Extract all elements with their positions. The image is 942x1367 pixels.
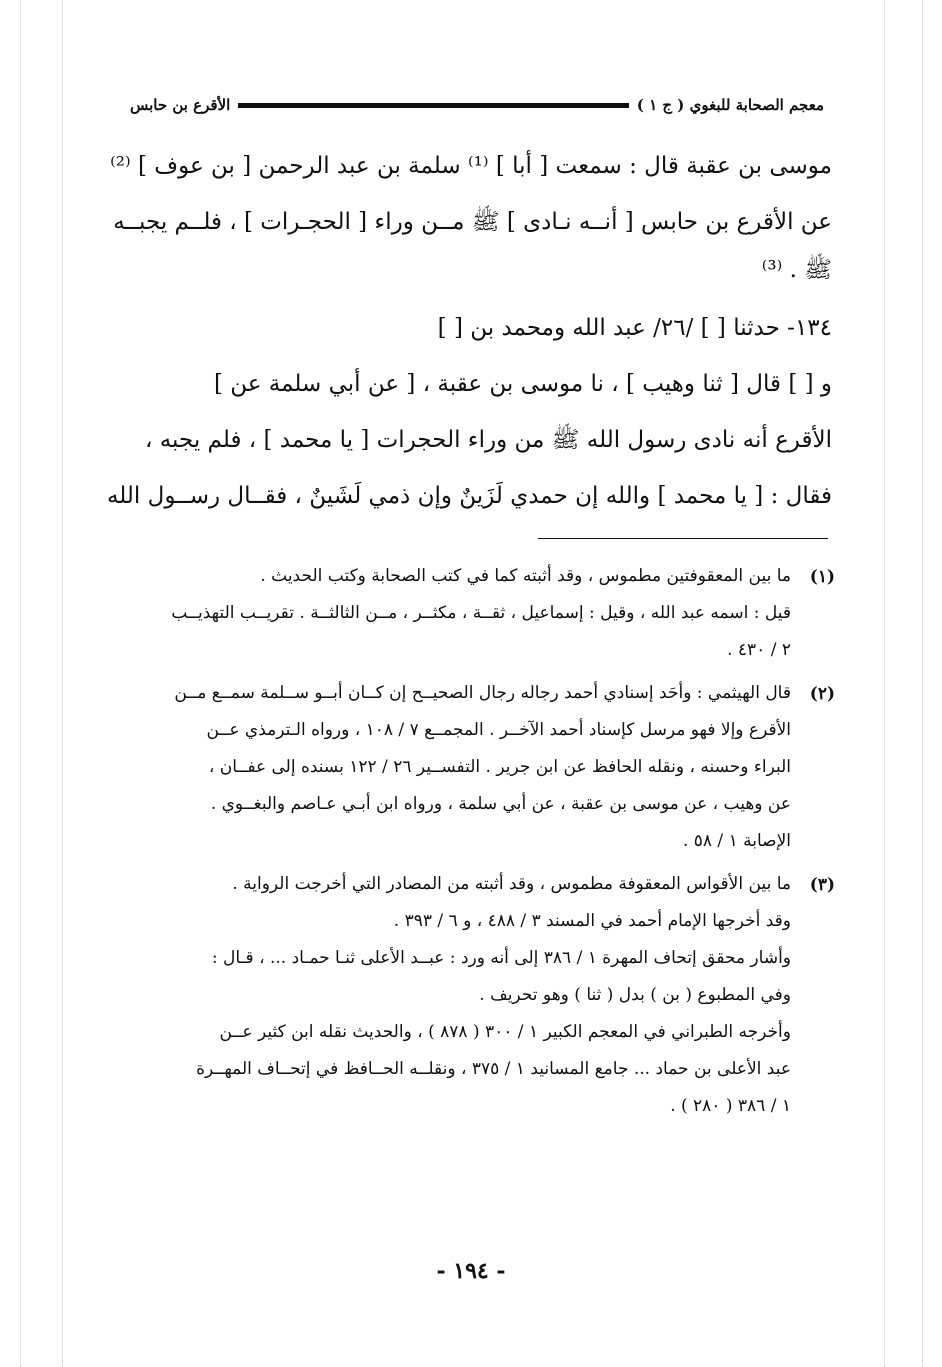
text-line: فقال : [ يا محمد ] والله إن حمدي لَزَينٌ وإن ذمي لَشَينٌ ، فقــال رســول الله xyxy=(106,483,832,509)
text-line: موسى بن عقبة قال : سمعت [ أبا ] ⁽¹⁾ سلمة بن عبد الرحمن [ بن عوف ] ⁽²⁾ xyxy=(110,153,832,179)
footnote-divider xyxy=(538,538,828,539)
footnotes xyxy=(100,558,835,1131)
footnote-line: البراء وحسنه ، ونقله الحافظ عن ابن جرير . التفســير ٢٦ / ١٢٢ بسنده إلى عفــان ، xyxy=(208,757,791,777)
footnote-line: قيل : اسمه عبد الله ، وقيل : إسماعيل ، ثقــة ، مكثــر ، مــن الثالثــة . تقريــب التهذيــب xyxy=(171,603,791,623)
text-line: الأقرع أنه نادى رسول الله ﷺ من وراء الحجرات [ يا محمد ] ، فلم يجبه ، xyxy=(144,427,832,453)
footnote xyxy=(100,675,835,860)
footnote-line: وقد أخرجها الإمام أحمد في المسند ٣ / ٤٨٨ ، و ٦ / ٣٩٣ . xyxy=(393,911,791,931)
scan-edge-marks xyxy=(20,0,21,1367)
book-title: معجم الصحابة للبغوي ( ج ١ ) xyxy=(636,96,824,114)
footnote-number: (٣) xyxy=(809,875,835,895)
footnote-line: وأخرجه الطبراني في المعجم الكبير ١ / ٣٠٠ ( ٨٧٨ ) ، والحديث نقله ابن كثير عــن xyxy=(219,1022,791,1042)
main-text xyxy=(106,138,832,524)
footnote xyxy=(100,558,835,669)
text-line: ﷺ . ⁽³⁾ xyxy=(761,257,832,283)
scan-edge-marks xyxy=(884,0,885,1367)
footnote-line: وفي المطبوع ( بن ) بدل ( ثنا ) وهو تحريف . xyxy=(479,985,791,1005)
footnote-line: عبد الأعلى بن حماد ... جامع المسانيد ١ / ٣٧٥ ، ونقلــه الحــافظ في إتحــاف المهــرة xyxy=(196,1059,791,1079)
footnote-line: وأشار محقق إتحاف المهرة ١ / ٣٨٦ إلى أنه ورد : عبــد الأعلى ثنـا حمـاد ... ، قـال : xyxy=(211,948,791,968)
footnote xyxy=(100,866,835,1125)
footnote-number: (١) xyxy=(809,567,835,587)
page-number: - ١٩٤ - xyxy=(436,1258,506,1284)
text-line: و [ ] قال [ ثنا وهيب ] ، نا موسى بن عقبة ، [ عن أبي سلمة عن ] xyxy=(213,371,832,397)
text-line: عن الأقرع بن حابس [ أنــه نـادى ] ﷺ مــن وراء [ الحجـرات ] ، فلــم يجبــه xyxy=(113,209,832,235)
scan-edge-marks xyxy=(62,0,63,1367)
hadith-number-line: ١٣٤- حدثنا [ ] /٢٦/ عبد الله ومحمد بن [ ] xyxy=(437,315,832,341)
footnote-line: ما بين المعقوفتين مطموس ، وقد أثبته كما في كتب الصحابة وكتب الحديث . xyxy=(260,566,791,586)
footnote-line: ما بين الأقواس المعقوفة مطموس ، وقد أثبته من المصادر التي أخرجت الرواية . xyxy=(232,874,791,894)
footnote-line: عن وهيب ، عن موسى بن عقبة ، عن أبي سلمة ، ورواه ابن أبـي عـاصم والبغــوي . xyxy=(210,794,791,814)
footnote-line: ٢ / ٤٣٠ . xyxy=(727,640,791,660)
footnote-line: الإصابة ١ / ٥٨ . xyxy=(682,831,791,851)
footnote-number: (٢) xyxy=(809,684,835,704)
footnote-line: ١ / ٣٨٦ ( ٢٨٠ ) . xyxy=(670,1096,791,1116)
scan-edge-marks xyxy=(922,0,923,1367)
header-rule xyxy=(238,103,628,108)
footnote-line: الأقرع وإلا فهو مرسل كإسناد أحمد الآخــر . المجمــع ٧ / ١٠٨ ، ورواه الـترمذي عــن xyxy=(206,720,791,740)
footnote-line: قال الهيثمي : وأحَد إسنادي أحمد رجاله رجال الصحيــح إن كــان أبــو ســلمة سمــع مــن xyxy=(174,683,791,703)
running-header xyxy=(130,92,824,118)
entry-title: الأقرع بن حابس xyxy=(130,96,231,114)
